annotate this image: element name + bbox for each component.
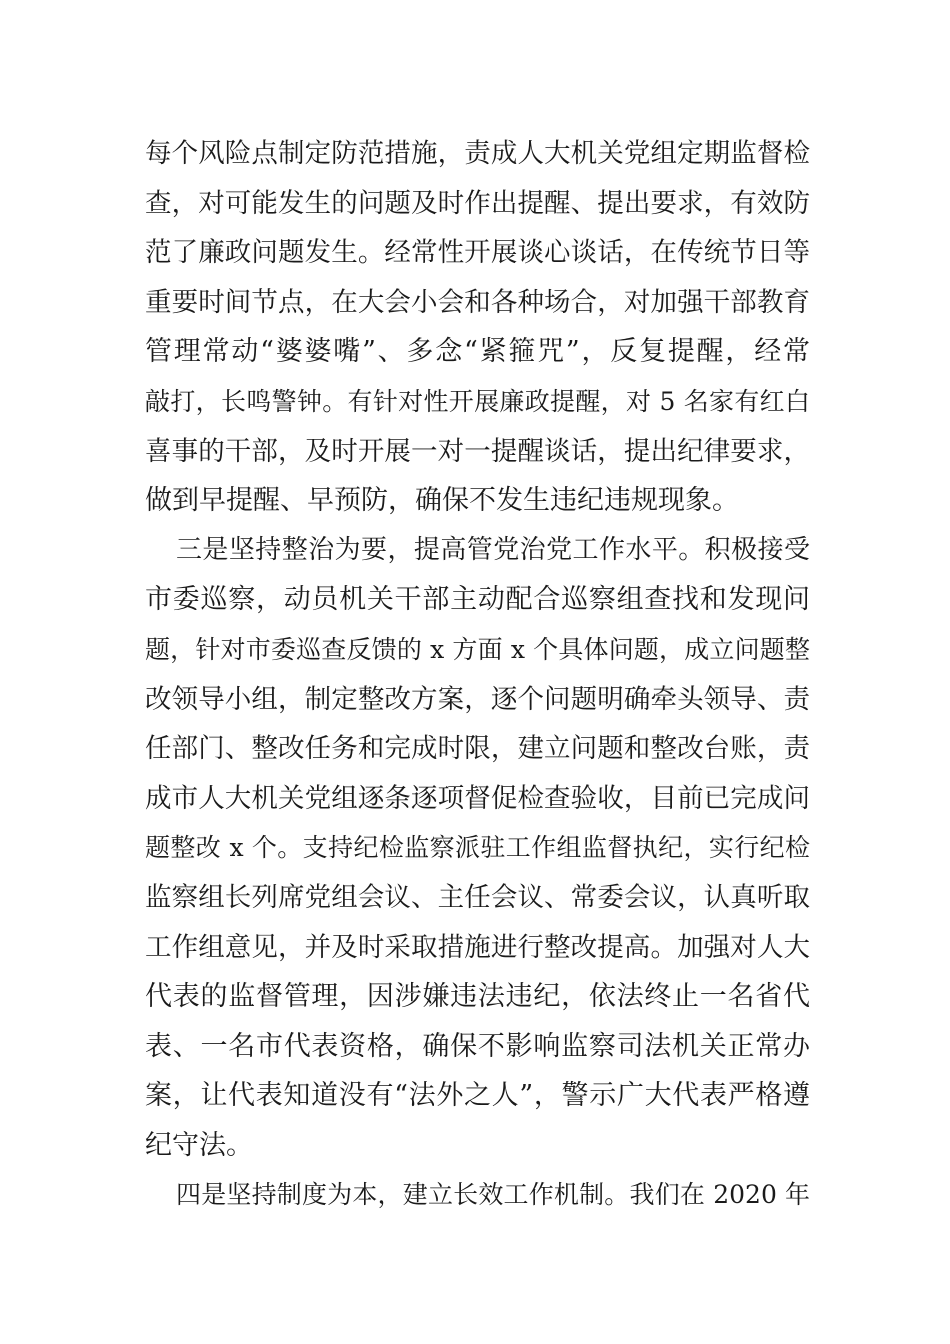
text-line: 敲打，长鸣警钟。有针对性开展廉政提醒，对 5 名家有红白: [145, 386, 810, 416]
text-line: 重要时间节点，在大会小会和各种场合，对加强干部教育: [145, 286, 810, 318]
text-line: 范了廉政问题发生。经常性开展谈心谈话，在传统节日等: [145, 237, 810, 269]
text-line: 代表的监督管理，因涉嫌违法违纪，依法终止一名省代: [145, 981, 810, 1013]
text-line: 监察组长列席党组会议、主任会议、常委会议，认真听取: [145, 881, 810, 913]
text-line: 任部门、整改任务和完成时限，建立问题和整改台账，责: [145, 733, 810, 765]
text-line: 题，针对市委巡查反馈的 x 方面 x 个具体问题，成立问题整: [145, 634, 810, 664]
text-line: 案，让代表知道没有“法外之人”，警示广大代表严格遵: [145, 1080, 810, 1112]
text-line: 成市人大机关党组逐条逐项督促检查验收，目前已完成问: [145, 782, 810, 814]
text-line: 市委巡察，动员机关干部主动配合巡察组查找和发现问: [145, 584, 810, 616]
text-line: 三是坚持整治为要，提高管党治党工作水平。积极接受: [176, 534, 810, 565]
text-line: 题整改 x 个。支持纪检监察派驻工作组监督执纪，实行纪检: [145, 833, 810, 863]
text-line: 表、一名市代表资格，确保不影响监察司法机关正常办: [145, 1030, 810, 1062]
text-line: 四是坚持制度为本，建立长效工作机制。我们在 2020 年: [176, 1180, 810, 1210]
text-line: 查，对可能发生的问题及时作出提醒、提出要求，有效防: [145, 187, 810, 219]
text-line: 做到早提醒、早预防，确保不发生违纪违规现象。: [145, 485, 739, 517]
text-line: 喜事的干部，及时开展一对一提醒谈话，提出纪律要求，: [145, 435, 810, 467]
text-line: 改领导小组，制定整改方案，逐个问题明确牵头领导、责: [145, 683, 810, 715]
text-line: 工作组意见，并及时采取措施进行整改提高。加强对人大: [145, 931, 810, 963]
text-line: 每个风险点制定防范措施，责成人大机关党组定期监督检: [145, 138, 810, 169]
text-line: 管理常动“婆婆嘴”、多念“紧箍咒”，反复提醒，经常: [145, 336, 810, 368]
body-text: [145, 129, 810, 1220]
text-line: 纪守法。: [145, 1129, 253, 1161]
